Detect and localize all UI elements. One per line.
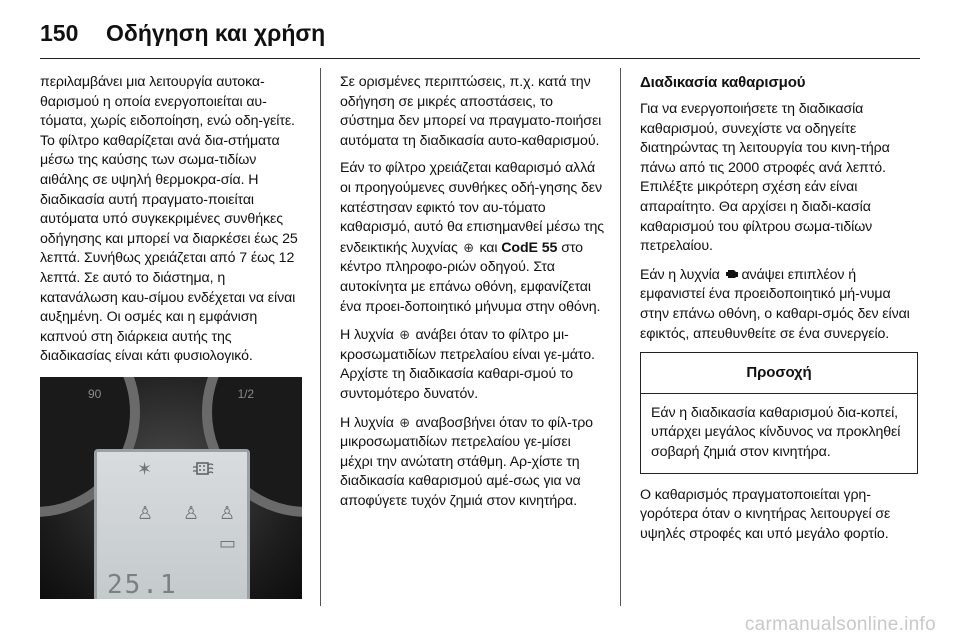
col3-paragraph-3: Ο καθαρισμός πραγματοποιείται γρη-γορότερα όταν ο κινητήρας λειτουργεί σε υψηλές στροφές και υπό μεγάλο φορτίο.	[640, 486, 891, 542]
col3-paragraph-1: Για να ενεργοποιήσετε τη διαδικασία καθαρισμού, συνεχίστε να οδηγείτε διατηρώντας τη λειτουργία του κινη-τήρα πάνω από τις 2000 στροφές ανά λεπτό. Επιλέξτε μικρότερη σχέση εάν είναι απαραίτητο. Θα αρχίσει η διαδι-κασία καθαρισμού του φίλτρου σωμα-τιδίων πετρελαίου.	[640, 101, 890, 255]
column-2	[340, 73, 605, 519]
seatbelt-middle-icon: ♙	[183, 502, 200, 523]
col2-paragraph-2: Εάν το φίλτρο χρειάζεται καθαρισμό αλλά οι προηγούμενες συνθήκες οδή-γησης δεν κατέστησαν εφικτό τον αυ-τόματο καθαρισμό, αυτό θα επισημανθεί μέσω της ενδεικτικής λυχνίας ⊕ και CodE 55 στο κέντρο πληροφο-ριών οδηγού. Στα αυτοκίνητα με επάνω οθόνη, εμφανίζεται ένα προει-δοποιητικό μήνυμα στην οθόνη.	[340, 160, 604, 315]
seatbelt-right-icon: ♙	[219, 502, 236, 523]
lcd-readout: 25.1	[107, 570, 178, 599]
column-3	[640, 73, 918, 552]
page-header	[40, 20, 920, 60]
battery-icon: ▭	[219, 532, 236, 553]
col1-paragraph-1: περιλαμβάνει μια λειτουργία αυτοκα-θαρισμού η οποία ενεργοποιείται αυ-τόματα, χωρίς ειδοποίηση, ενώ οδη-γείτε. Το φίλτρο καθαρίζεται ανά δια-στήματα μέσω της καύσης των σωμα-τιδίων αιθάλης σε υψηλή θερμοκρα-σία. Η διαδικασία αυτή πραγματο-ποιείται αυτόματα υπό συγκεκριμένες συνθήκες οδήγησης και μπορεί να διαρκέσει έως 25 λεπτά. Συνήθως χρειάζεται από 7 έως 12 λεπτά. Σε αυτό το διάστημα, η κατανάλωση καυ-σίμου ενδέχεται να είναι αυξημένη. Οι οσμές και η εμφάνιση καπνού στη διάρκεια αυτής της διαδικασίας είναι κάτι φυσιολογικό.	[40, 74, 298, 365]
caution-box	[640, 352, 918, 473]
section-heading: Διαδικασία καθαρισμού	[640, 74, 806, 91]
left-gauge-mark: 90	[88, 386, 102, 401]
instrument-cluster-photo	[40, 377, 302, 599]
col2-paragraph-4: Η λυχνία ⊕ αναβοσβήνει όταν το φίλ-τρο μικροσωματιδίων πετρελαίου γε-μίσει μέχρι την ανώτατη στάθμη. Αρ-χίστε τη διαδικασία καθαρισμού αμέ-σως για να αποφύγετε τυχόν ζημιά στον κινητήρα.	[340, 414, 593, 509]
light-indicator-icon: ✶	[137, 458, 152, 479]
page-title: Οδήγηση και χρήση	[106, 20, 326, 46]
diesel-particle-filter-icon: ⊕	[399, 414, 411, 430]
column-1	[40, 73, 302, 599]
col2-paragraph-3: Η λυχνία ⊕ ανάβει όταν το φίλτρο μι-κροσωματιδίων πετρελαίου είναι γε-μάτο. Αρχίστε τη διαδικασία καθαρι-σμού το συντομότερο δυνατόν.	[340, 327, 595, 402]
driver-info-display	[94, 449, 250, 599]
watermark: carmanualsonline.info	[744, 614, 936, 635]
diesel-particle-filter-icon: ⊕	[463, 239, 474, 255]
diesel-particle-filter-icon	[193, 460, 215, 483]
caution-title: Προσοχή	[641, 353, 917, 394]
column-divider-1	[320, 68, 321, 606]
page-number: 150	[40, 20, 79, 46]
seatbelt-left-icon: ♙	[137, 502, 154, 523]
diesel-particle-filter-icon: ⊕	[399, 327, 411, 343]
caution-text: Εάν η διαδικασία καθαρισμού δια-κοπεί, υπάρχει μεγάλος κίνδυνος να προκληθεί σοβαρή ζημιά στον κινητήρα.	[651, 404, 901, 460]
column-divider-2	[620, 68, 621, 606]
engine-warning-icon	[724, 265, 738, 285]
right-gauge-mark: 1/2	[237, 386, 254, 401]
col2-paragraph-1: Σε ορισμένες περιπτώσεις, π.χ. κατά την οδήγηση σε μικρές αποστάσεις, το σύστημα δεν μπορεί να πραγματο-ποιήσει αυτόματα τη διαδικασία αυτο-καθαρισμού.	[340, 74, 602, 149]
header-rule	[40, 58, 920, 59]
code-55-label: CodE 55	[501, 239, 558, 256]
col3-paragraph-2: Εάν η λυχνία ανάψει επιπλέον ή εμφανιστεί ένα προειδοποιητικό μή-νυμα στην επάνω οθόνη, ο καθαρι-σμός δεν είναι εφικτός, απευθυνθείτε σε ένα συνεργείο.	[640, 266, 910, 342]
